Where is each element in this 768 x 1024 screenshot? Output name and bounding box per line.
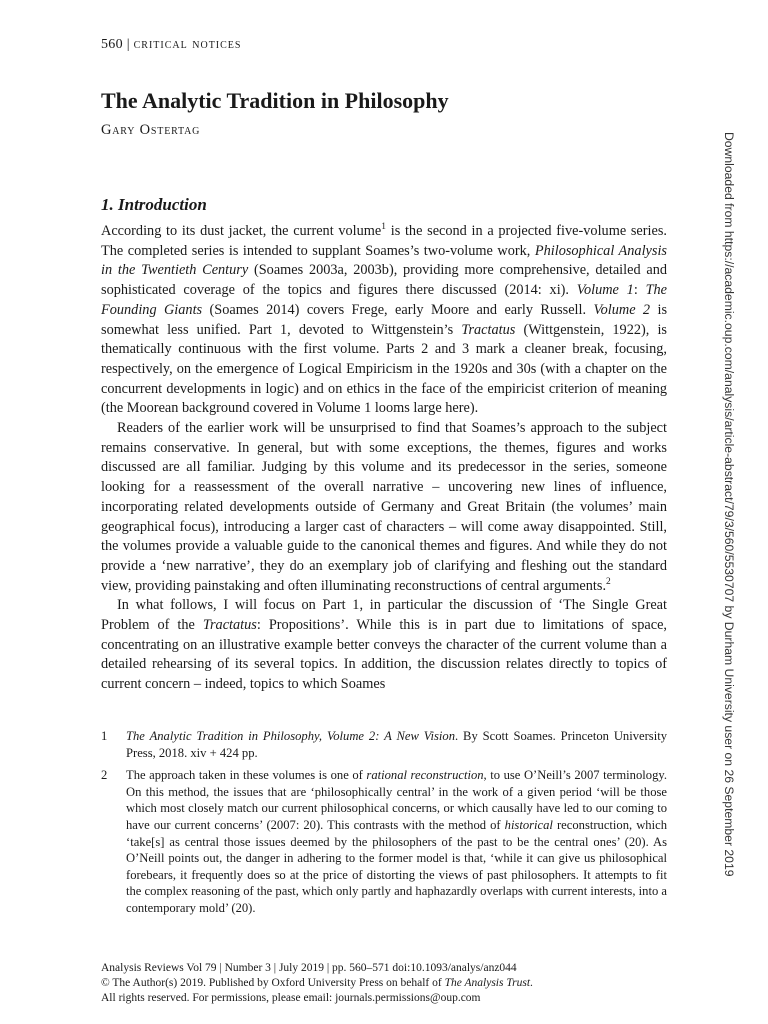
author-name: Gary Ostertag <box>101 122 201 138</box>
footnote-marker: 1 <box>381 222 387 232</box>
footnote-number: 1 <box>101 729 108 743</box>
paragraph <box>101 596 667 695</box>
italic-text: The Analytic Tradition in Philosophy, Volume 2: A New Vision <box>126 729 455 743</box>
running-head-separator: | <box>126 37 130 52</box>
paragraph <box>101 222 667 419</box>
text-run: is the second in a projected five-volume series. The completed series is intended to supplant Soames’s two-volume work, <box>101 223 667 259</box>
text-run: , to use O’Neill’s 2007 terminology. On this method, the issues that are ‘philosophically central’ in the work of a given period ‘will be those which most closely match our current philosophical concerns, or which causally have led to our coming to have our current concerns’ (2007: 20). This contrasts with the method of <box>126 768 667 832</box>
page-number: 560 <box>101 37 123 52</box>
italic-text: Volume 1 <box>576 282 634 299</box>
article-title: The Analytic Tradition in Philosophy <box>101 88 449 113</box>
italic-text: rational reconstruction <box>366 768 484 783</box>
footnotes <box>101 728 667 923</box>
text-run: : Propositions’. While this is in part due to limitations of space, concentrating on an illustrative example better conveys the character of the current volume than a detailed rehearsing of its several topics. In addition, the discussion relates directly to topics of current concern – indeed, topics to which Soames <box>101 617 668 693</box>
text-run: (Wittgenstein, 1922), is thematically continuous with the first volume. Parts 2 and 3 mark a cleaner break, focusing, respectively, on the emergence of Logical Empiricism in the 1920s and 30s (with a chapter on the concurrent developments in logic) and on ethics in the face of the empiricist criterion of meaning (the Moorean background covered in Volume 1 looms large here). <box>101 321 667 417</box>
download-watermark-text: Downloaded from https://academic.oup.com/analysis/article-abstract/79/3/560/5530707 by Durham University user on 26 September 2019 <box>722 132 736 877</box>
footnote <box>101 767 667 916</box>
italic-text: Tractatus <box>202 617 257 634</box>
italic-text: The Founding Giants <box>101 282 668 318</box>
text-run: The approach taken in these volumes is one of <box>126 768 367 783</box>
text-run: Readers of the earlier work will be unsurprised to find that Soames’s approach to the subject remains conservative. In general, but with some exceptions, the themes, figures and works discussed are all familiar. Judging by this volume and its predecessor in the series, someone looking for a reassessment of the overall narrative – uncovering new lines of influence, incorporating related developments outside of Germany and Great Britain (the volumes’ main geographical focus), introducing a larger cast of characters – will come away disappointed. Still, the volumes provide a valuable guide to the canonical themes and figures. And while they do not provide a ‘new narrative’, they do an exemplary job of clarifying and fleshing out the standard view, providing painstaking and often illuminating reconstructions of central arguments. <box>101 420 667 594</box>
footer-copyright: © The Author(s) 2019. Published by Oxford University Press on behalf of The Analysis Trust. <box>101 977 533 990</box>
italic-text: Philosophical Analysis in the Twentieth Century <box>101 242 668 279</box>
footnote <box>101 728 667 761</box>
footnote-marker: 2 <box>606 576 611 587</box>
body-text <box>101 222 667 695</box>
footer-rights: All rights reserved. For permissions, please email: journals.permissions@oup.com <box>101 992 481 1005</box>
footnote-text <box>126 767 667 916</box>
footer-citation: Analysis Reviews Vol 79 | Number 3 | July 2019 | pp. 560–571 doi:10.1093/analys/anz044 <box>101 962 517 974</box>
footnote-text <box>126 728 667 761</box>
running-head <box>101 37 241 53</box>
text-run: is somewhat less unified. Part 1, devoted to Wittgenstein’s <box>101 301 668 338</box>
running-head-section: critical notices <box>133 37 242 52</box>
download-watermark <box>722 132 746 877</box>
text-run: : <box>633 282 646 299</box>
section-heading: 1. Introduction <box>101 195 207 214</box>
page-footer <box>101 961 533 1007</box>
text-run: According to its dust jacket, the current volume <box>101 223 382 239</box>
text-run: (Soames 2014) covers Frege, early Moore and early Russell. <box>202 301 594 318</box>
paragraph <box>101 419 667 596</box>
italic-text: Volume 2 <box>593 301 651 318</box>
text-run: In what follows, I will focus on Part 1, in particular the discussion of ‘The Single Great Problem of the <box>101 597 667 634</box>
text-run: . By Scott Soames. Princeton University Press, 2018. xiv + 424 pp. <box>126 729 668 760</box>
italic-text: Tractatus <box>461 321 516 338</box>
text-run: (Soames 2003a, 2003b), providing more comprehensive, detailed and sophisticated coverage of the topics and figures there discussed (2014: xi). <box>101 262 667 299</box>
text-run: reconstruction, which ‘take[s] as central those issues deemed by the philosophers of the past to be the central ones’ (20). As O’Neill points out, the danger in adhering to the former model is that, ‘while it can give us philosophical forebears, it frequently does so at the price of distorting the views of past philosophers. It attempts to fit the complex reasoning of the past, which only partly and haphazardly overlaps with current interests, into a contemporary mold’ (20). <box>126 817 667 915</box>
italic-text: historical <box>504 817 553 832</box>
footnote-number: 2 <box>101 768 108 783</box>
